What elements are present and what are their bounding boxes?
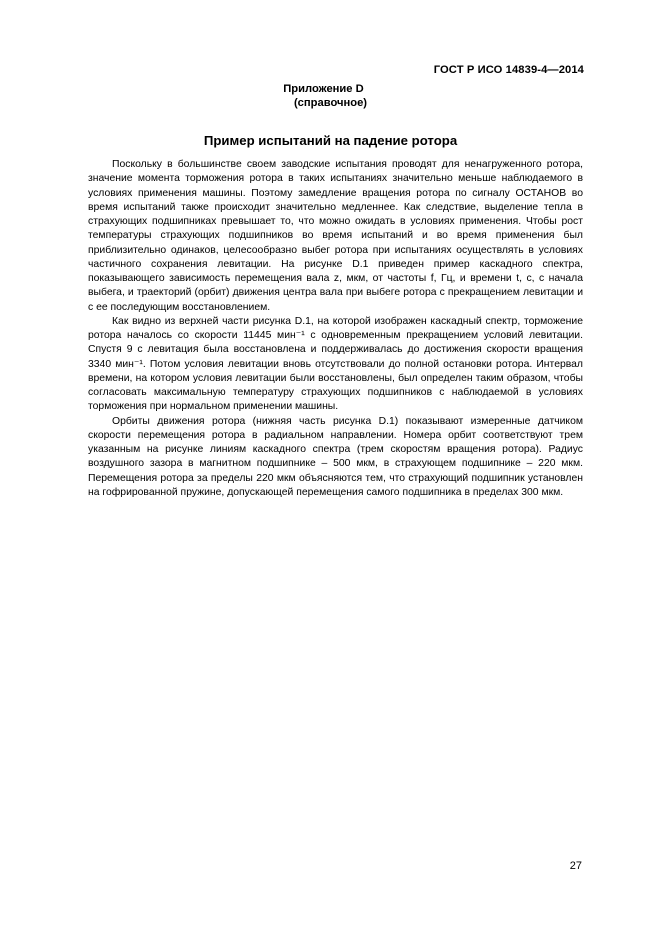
paragraph: Как видно из верхней части рисунка D.1, на которой изображен каскадный спектр, торможение ротора началось со скорости 11445 мин⁻¹ с одновременным прекращением условий левитации. Спустя 9 с левитация была восстановлена и поддерживалась до достижения скорости вращения 3340 мин⁻¹. Потом условия левитации вновь отсутствовали до полной остановки ротора. Интервал времени, на котором условия левитации были восстановлены, был определен таким образом, чтобы согласовать максимальную температуру страхующих подшипников с наблюдаемой в условиях торможения при нормальном применении машины. [88, 315, 583, 413]
page-number: 27 [569, 860, 582, 872]
paragraph: Орбиты движения ротора (нижняя часть рисунка D.1) показывают измеренные датчиком скорости перемещения ротора в радиальном направлении. Номера орбит соответствуют трем указанным на рисунке линиям каскадного спектра (трем скоростям вращения ротора). Радиус воздушного зазора в магнитном подшипнике – 500 мкм, в страхующем подшипнике – 220 мкм. Перемещения ротора за пределы 220 мкм объясняются тем, что страхующий подшипник установлен на гофрированной пружине, допускающей перемещения самого подшипника в пределах 300 мкм. [88, 415, 583, 498]
appendix-block [0, 82, 661, 110]
document-code: ГОСТ Р ИСО 14839-4—2014 [433, 64, 584, 76]
paragraph: Поскольку в большинстве своем заводские испытания проводят для ненагруженного ротора, значение момента торможения ротора в таких испытаниях значительно меньше наблюдаемого в условиях применения машины. Поэтому замедление вращения ротора по сигналу ОСТАНОВ во время испытаний также происходит значительно медленнее. Как следствие, выделение тепла в страхующих подшипниках превышает то, что можно ожидать в условиях применения. Чтобы рост температуры страхующих подшипников во время испытаний и во время применения был приблизительно одинаков, целесообразно выбег ротора при испытаниях осуществлять в условиях частичного сохранения левитации. На рисунке D.1 приведен пример каскадного спектра, показывающего зависимость перемещения вала z, мкм, от частоты f, Гц, и времени t, с, с начала выбега, и траекторий (орбит) движения центра вала при выбеге ротора с прекращением левитации и с ее последующим восстановлением. [88, 159, 583, 313]
appendix-title: Приложение D [283, 83, 364, 95]
section-heading: Пример испытаний на падение ротора [203, 133, 458, 148]
appendix-subtitle: (справочное) [293, 97, 368, 109]
body-text [88, 158, 583, 500]
